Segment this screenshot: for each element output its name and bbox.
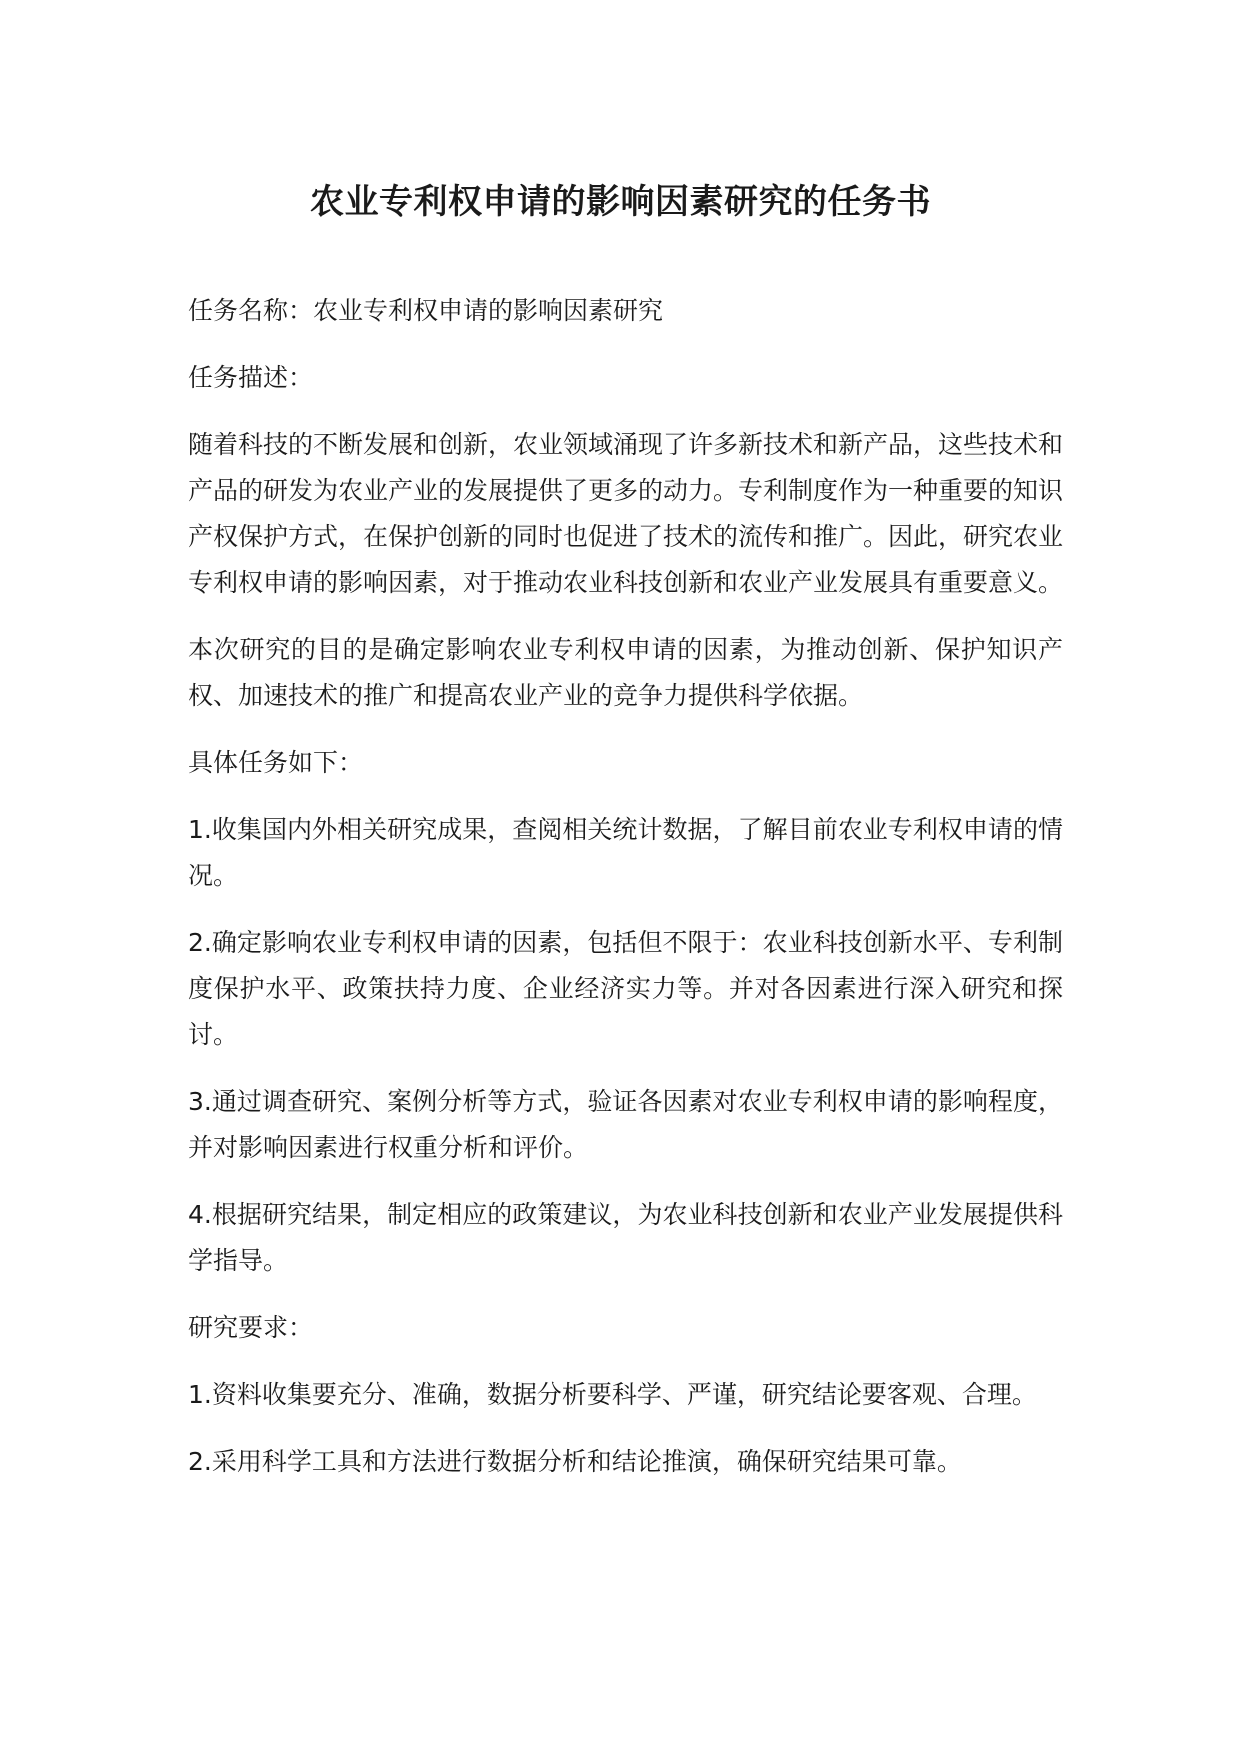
requirement-item-2: 2.采用科学工具和方法进行数据分析和结论推演，确保研究结果可靠。 [188, 1447, 962, 1476]
purpose-paragraph: 本次研究的目的是确定影响农业专利权申请的因素，为推动创新、保护知识产权、加速技术的推广和提高农业产业的竞争力提供科学依据。 [188, 635, 1063, 710]
task-item-1: 1.收集国内外相关研究成果，查阅相关统计数据，了解目前农业专利权申请的情况。 [188, 815, 1063, 890]
background-paragraph: 随着科技的不断发展和创新，农业领域涌现了许多新技术和新产品，这些技术和产品的研发为农业产业的发展提供了更多的动力。专利制度作为一种重要的知识产权保护方式，在保护创新的同时也促进了技术的流传和推广。因此，研究农业专利权申请的影响因素，对于推动农业科技创新和农业产业发展具有重要意义。 [188, 430, 1064, 597]
document-title: 农业专利权申请的影响因素研究的任务书 [310, 182, 931, 222]
research-requirements-heading: 研究要求： [188, 1313, 314, 1342]
requirement-item-1: 1.资料收集要充分、准确，数据分析要科学、严谨，研究结论要客观、合理。 [188, 1380, 1037, 1409]
task-item-4: 4.根据研究结果，制定相应的政策建议，为农业科技创新和农业产业发展提供科学指导。 [188, 1200, 1063, 1275]
task-name-line: 任务名称：农业专利权申请的影响因素研究 [188, 296, 664, 325]
specific-tasks-heading: 具体任务如下： [188, 748, 364, 777]
task-item-3: 3.通过调查研究、案例分析等方式，验证各因素对农业专利权申请的影响程度，并对影响因素进行权重分析和评价。 [188, 1087, 1063, 1162]
task-item-2: 2.确定影响农业专利权申请的因素，包括但不限于：农业科技创新水平、专利制度保护水平、政策扶持力度、企业经济实力等。并对各因素进行深入研究和探讨。 [188, 928, 1063, 1049]
task-description-heading: 任务描述： [188, 363, 314, 392]
document-body [188, 288, 1063, 1506]
